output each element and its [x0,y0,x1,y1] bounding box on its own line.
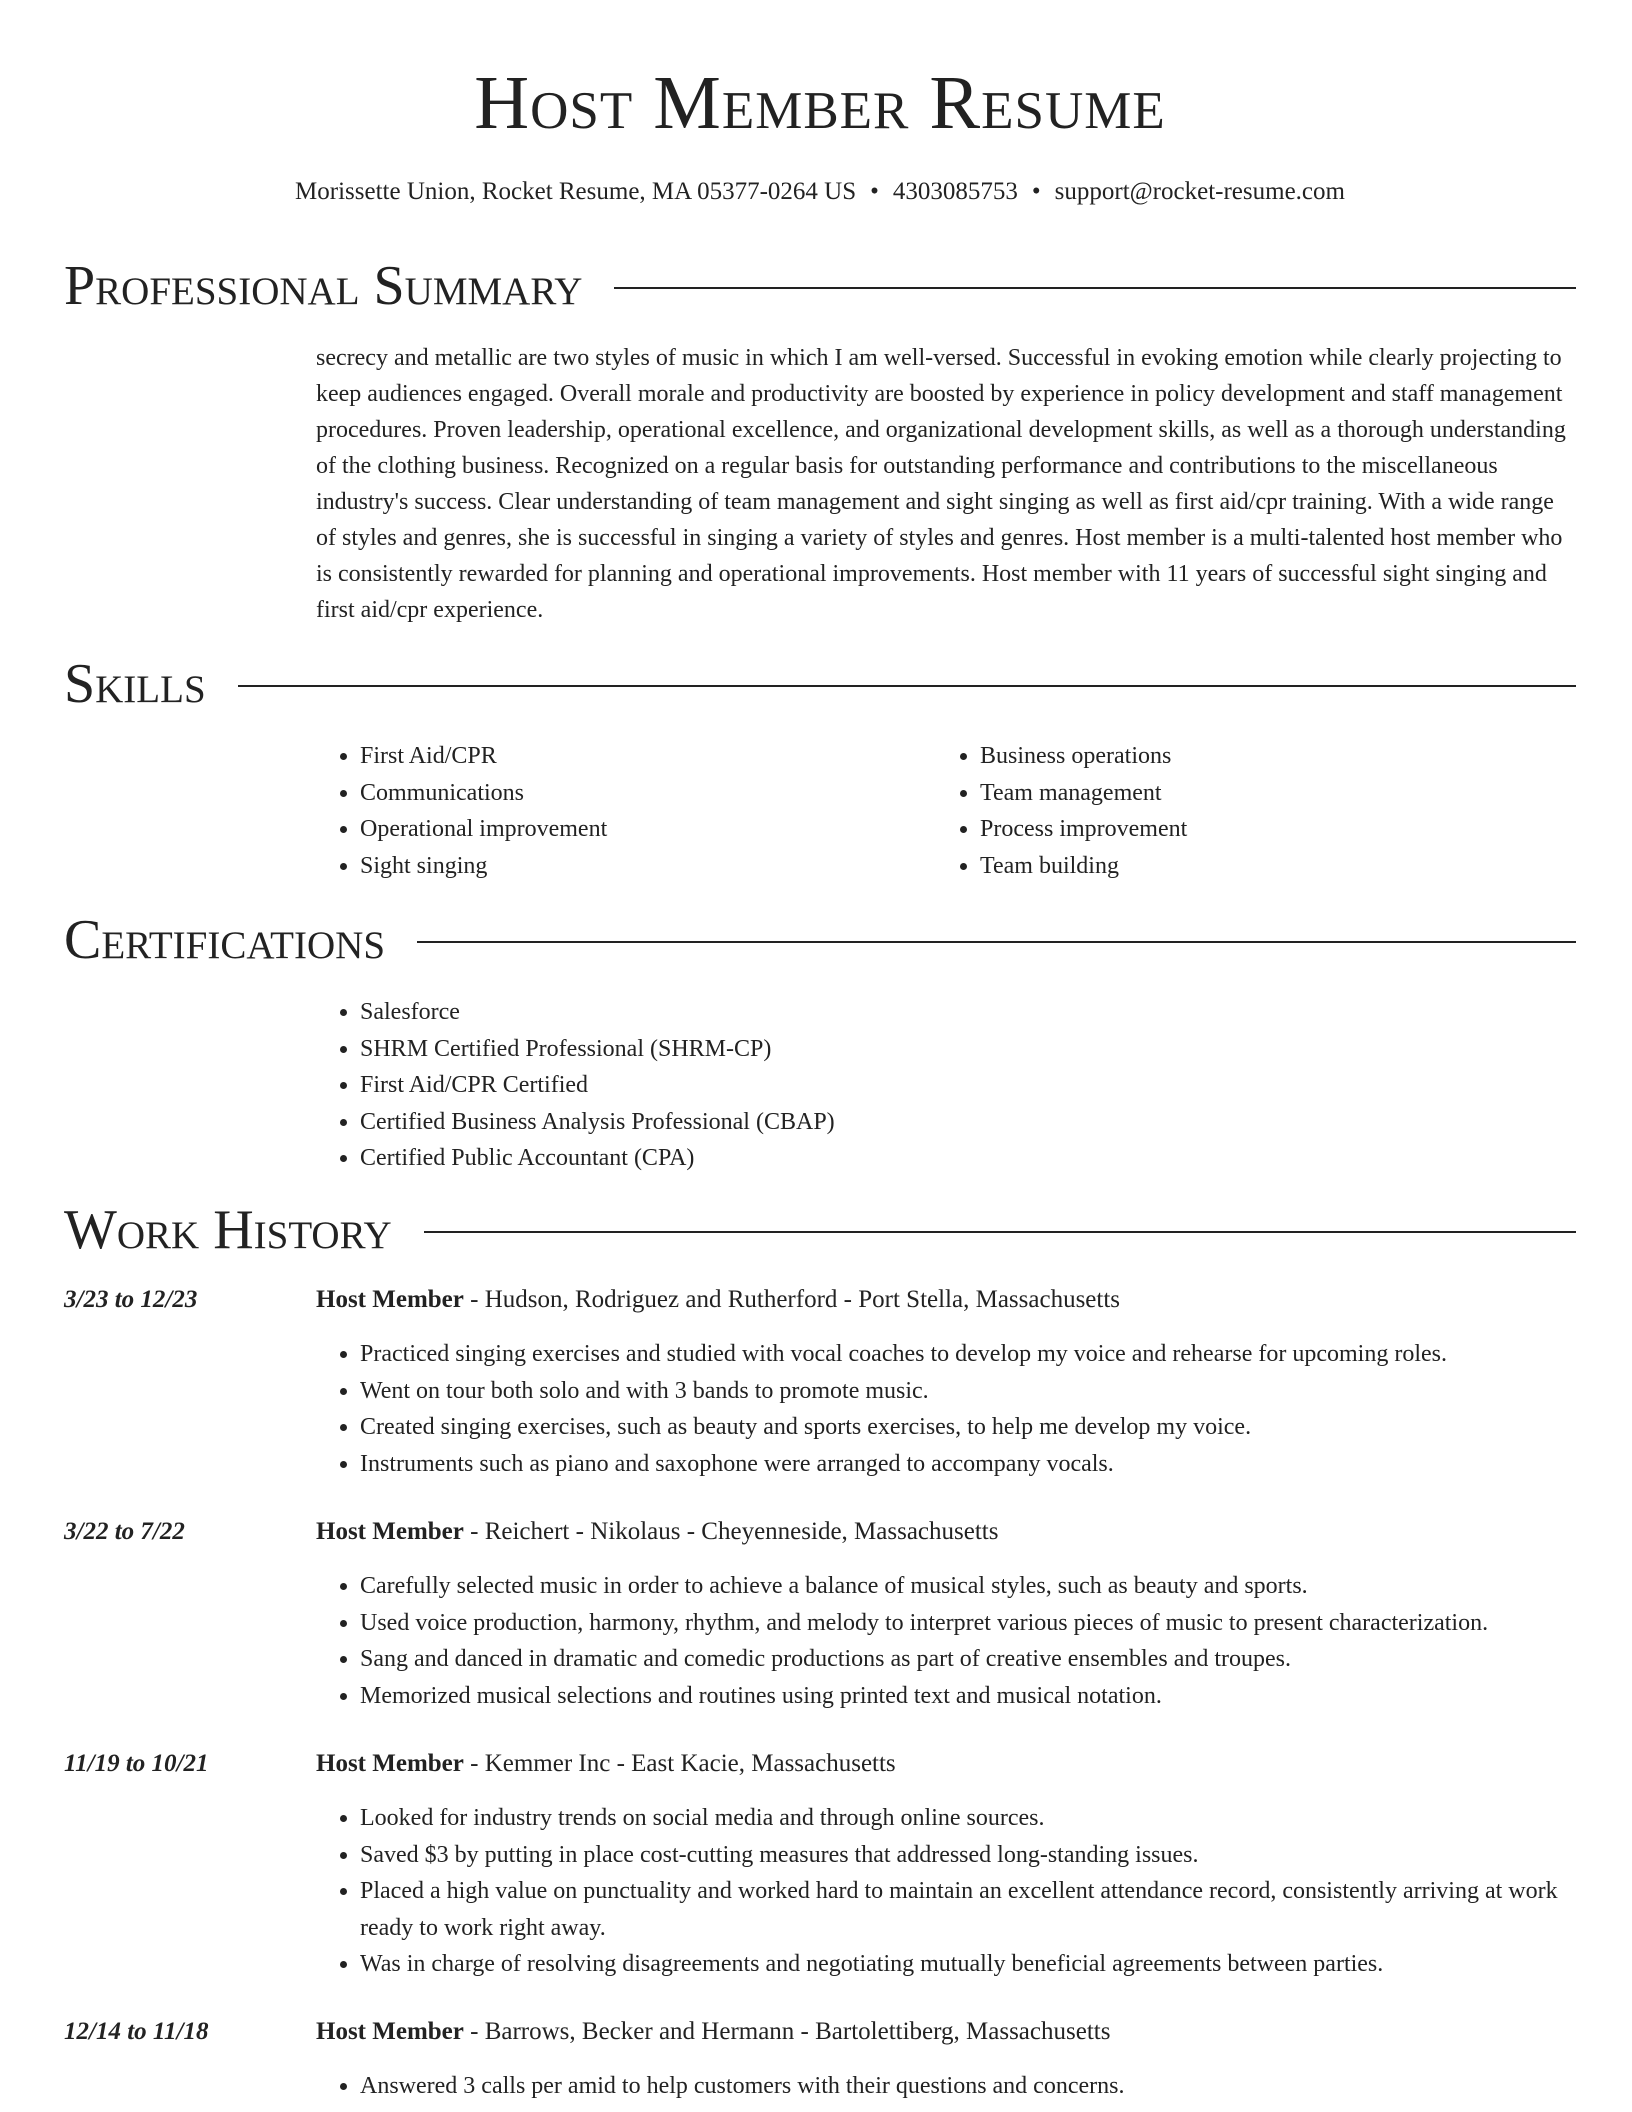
certifications-heading: Certifications [64,909,386,971]
summary-heading: Professional Summary [64,255,583,317]
section-divider [614,287,1576,289]
job-bullet: • Used voice production, harmony, rhythm, and melody to interpret various pieces of music to present characterization. [360,1605,1576,1642]
job-bullet: • Practiced singing exercises and studied with vocal coaches to develop my voice and rehearse for upcoming roles. [360,1336,1576,1373]
certification-item: • Certified Business Analysis Professional (CBAP) [360,1104,1576,1141]
contact-email: support@rocket-resume.com [1054,178,1345,205]
job-heading [316,1514,998,1550]
job-bullet-list [316,1568,1576,1714]
skill-item: • Sight singing [360,848,936,885]
job-bullet: • Carefully selected music in order to achieve a balance of musical styles, such as beauty and sports. [360,1568,1576,1605]
job-role: Host Member [316,1518,464,1545]
job-bullet: • Was in charge of resolving disagreements and negotiating mutually beneficial agreements between parties. [360,1946,1576,1983]
job-bullet: • Looked for industry trends on social media and through online sources. [360,1800,1576,1837]
contact-separator: • [870,178,879,205]
job-bullet: • Placed a high value on punctuality and worked hard to maintain an excellent attendance record, consistently arriving at work ready to work right away. [360,1873,1576,1946]
job-role: Host Member [316,2018,464,2045]
job-dates: 11/19 to 10/21 [64,1750,209,1777]
contact-line [64,174,1576,210]
job-bullets [316,1800,1576,1983]
job-bullet: • Went on tour both solo and with 3 bands to promote music. [360,1373,1576,1410]
job-details: - Barrows, Becker and Hermann - Bartolettiberg, Massachusetts [463,2018,1111,2045]
work-heading: Work History [64,1199,392,1261]
contact-address: Morissette Union, Rocket Resume, MA 05377-0264 US [295,178,857,205]
skill-item: • Business operations [980,738,1556,775]
job-details: - Hudson, Rodriguez and Rutherford - Port Stella, Massachusetts [463,1286,1121,1313]
job-dates: 12/14 to 11/18 [64,2018,209,2045]
contact-separator: • [1031,178,1041,205]
job-bullet-list [316,2068,1576,2105]
skill-item: • First Aid/CPR [360,738,936,775]
job-heading [316,1282,1120,1318]
skills-heading: Skills [64,653,206,715]
section-divider [417,941,1576,943]
job-bullet: • Answered 3 calls per amid to help customers with their questions and concerns. [360,2068,1576,2105]
section-divider [238,685,1576,687]
job-heading [316,1746,896,1782]
contact-phone: 4303085753 [892,178,1018,205]
job-details: - Reichert - Nikolaus - Cheyenneside, Massachusetts [463,1518,999,1545]
job-dates: 3/22 to 7/22 [64,1518,185,1545]
job-dates: 3/23 to 12/23 [64,1286,198,1313]
job-details: - Kemmer Inc - East Kacie, Massachusetts [463,1750,896,1777]
skill-item: • Process improvement [980,811,1556,848]
job-bullet: • Created singing exercises, such as beauty and sports exercises, to help me develop my voice. [360,1409,1576,1446]
job-bullet: • Saved $3 by putting in place cost-cutting measures that addressed long-standing issues. [360,1837,1576,1874]
certifications-list [316,994,1576,1177]
job-role: Host Member [316,1286,464,1313]
section-divider [424,1231,1576,1233]
certification-item: • First Aid/CPR Certified [360,1067,1576,1104]
summary-text: secrecy and metallic are two styles of music in which I am well-versed. Successful in evoking emotion while clearly projecting to keep audiences engaged. Overall morale and productivity are boosted by experience in policy development and staff management procedures. Proven leadership, operational excellence, and organizational development skills, as well as a thorough understanding of the clothing business. Recognized on a regular basis for outstanding performance and contributions to the miscellaneous industry's success. Clear understanding of team management and sight singing as well as first aid/cpr training. With a wide range of styles and genres, she is successful in singing a variety of styles and genres. Host member is a multi-talented host member who is consistently rewarded for planning and operational improvements. Host member with 11 years of successful sight singing and first aid/cpr experience. [316,345,1566,623]
job-bullet: • Memorized musical selections and routines using printed text and musical notation. [360,1678,1576,1715]
certification-item: • SHRM Certified Professional (SHRM-CP) [360,1031,1576,1068]
skill-item: • Team management [980,775,1556,812]
job-bullet: • Instruments such as piano and saxophone were arranged to accompany vocals. [360,1446,1576,1483]
job-heading [316,2014,1110,2050]
certification-item: • Certified Public Accountant (CPA) [360,1140,1576,1177]
job-bullet-list [316,1800,1576,1983]
certifications-section-header [64,908,1576,972]
work-section-header [64,1198,1576,1262]
skills-column-right [936,738,1556,884]
certifications-block [316,994,1576,1177]
job-bullet-list [316,1336,1576,1482]
skills-list-left [316,738,936,884]
skills-section-header [64,652,1576,716]
job-bullets [316,1336,1576,1482]
skill-item: • Operational improvement [360,811,936,848]
skill-item: • Team building [980,848,1556,885]
job-role: Host Member [316,1750,464,1777]
skill-item: • Communications [360,775,936,812]
skills-column-left [316,738,936,884]
summary-section-header [64,254,1576,318]
resume-title: Host Member Resume [474,61,1166,145]
certification-item: • Salesforce [360,994,1576,1031]
job-bullets [316,2068,1576,2105]
job-bullet: • Sang and danced in dramatic and comedic productions as part of creative ensembles and troupes. [360,1641,1576,1678]
skills-list-right [936,738,1556,884]
job-bullets [316,1568,1576,1714]
